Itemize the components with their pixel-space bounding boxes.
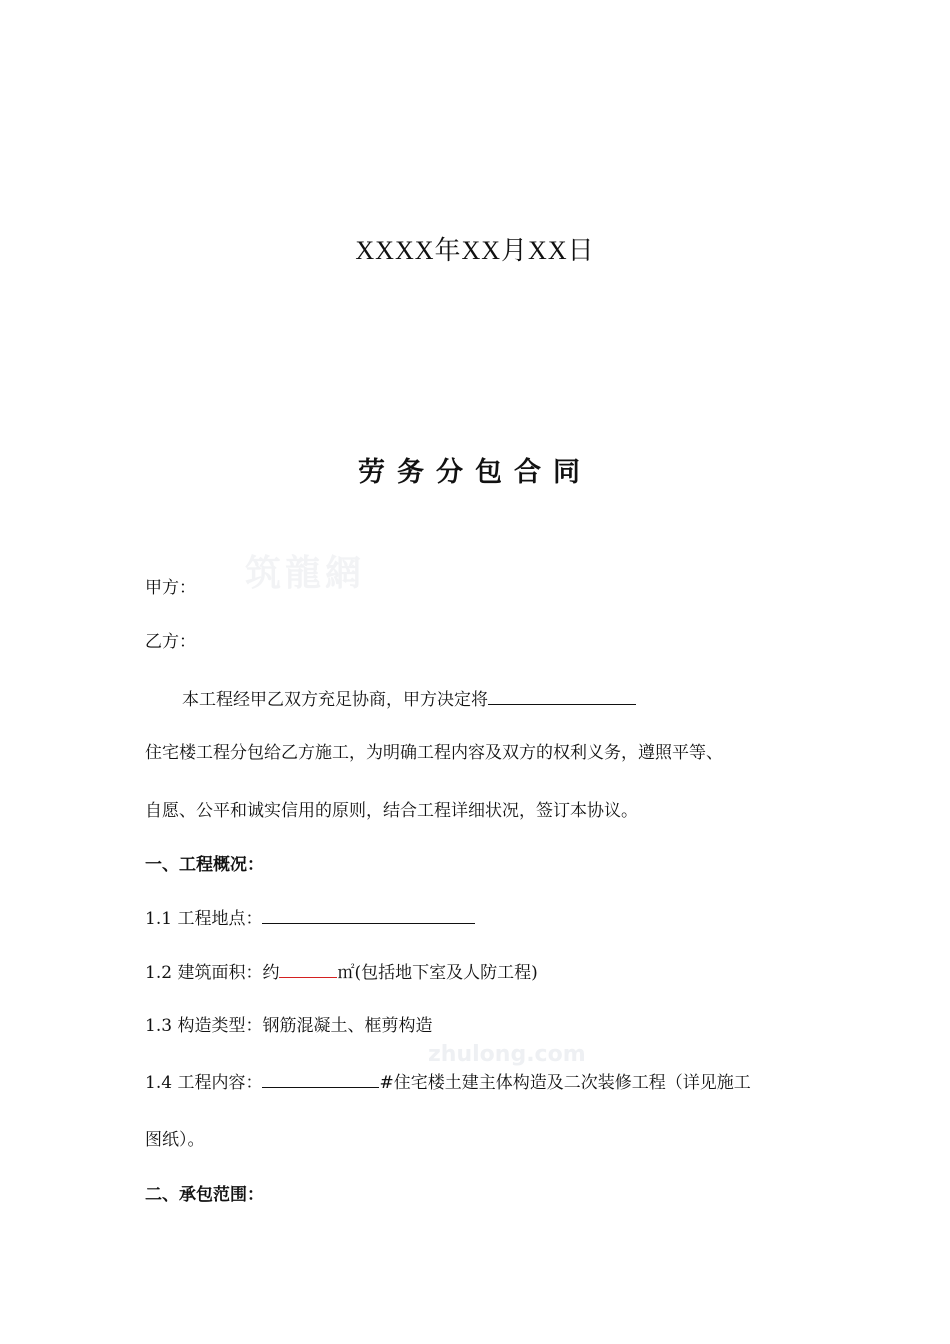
item-1-4-continuation: 图纸）。 [145,1130,205,1150]
item-1-2-suffix: ㎡(包括地下室及人防工程) [337,963,538,983]
intro-text-1: 本工程经甲乙双方充足协商，甲方决定将 [182,690,488,710]
item-1-4-label: 1.4 工程内容： [145,1073,263,1093]
building-number-blank[interactable] [262,1069,379,1088]
section-1-heading: 一、工程概况： [145,855,264,875]
location-blank[interactable] [262,905,475,924]
item-1-1 [145,905,475,931]
party-a-label: 甲方： [145,578,196,598]
item-1-2-label: 1.2 建筑面积：约 [145,963,280,983]
section-2-heading: 二、承包范围： [145,1185,264,1205]
intro-line-3: 自愿、公平和诚实信用的原则，结合工程详细状况，签订本协议。 [145,801,638,821]
date-line: XXXX年XX月XX日 [355,236,595,265]
project-name-blank[interactable] [488,686,636,705]
item-1-1-label: 1.1 工程地点： [145,909,263,929]
watermark-zhulong-url: zhulong.com [428,1042,586,1067]
watermark-zhulong-logo: 筑龍網 [245,552,366,594]
party-b-label: 乙方： [145,632,196,652]
intro-line-1 [182,686,636,712]
contract-title: 劳务分包合同 [358,457,592,488]
area-blank[interactable] [279,959,337,978]
item-1-4 [145,1069,751,1095]
item-1-4-suffix: #住宅楼土建主体构造及二次装修工程（详见施工 [379,1073,751,1093]
intro-line-2: 住宅楼工程分包给乙方施工，为明确工程内容及双方的权利义务，遵照平等、 [145,743,723,763]
item-1-2 [145,959,538,985]
item-1-3: 1.3 构造类型：钢筋混凝土、框剪构造 [145,1016,433,1036]
